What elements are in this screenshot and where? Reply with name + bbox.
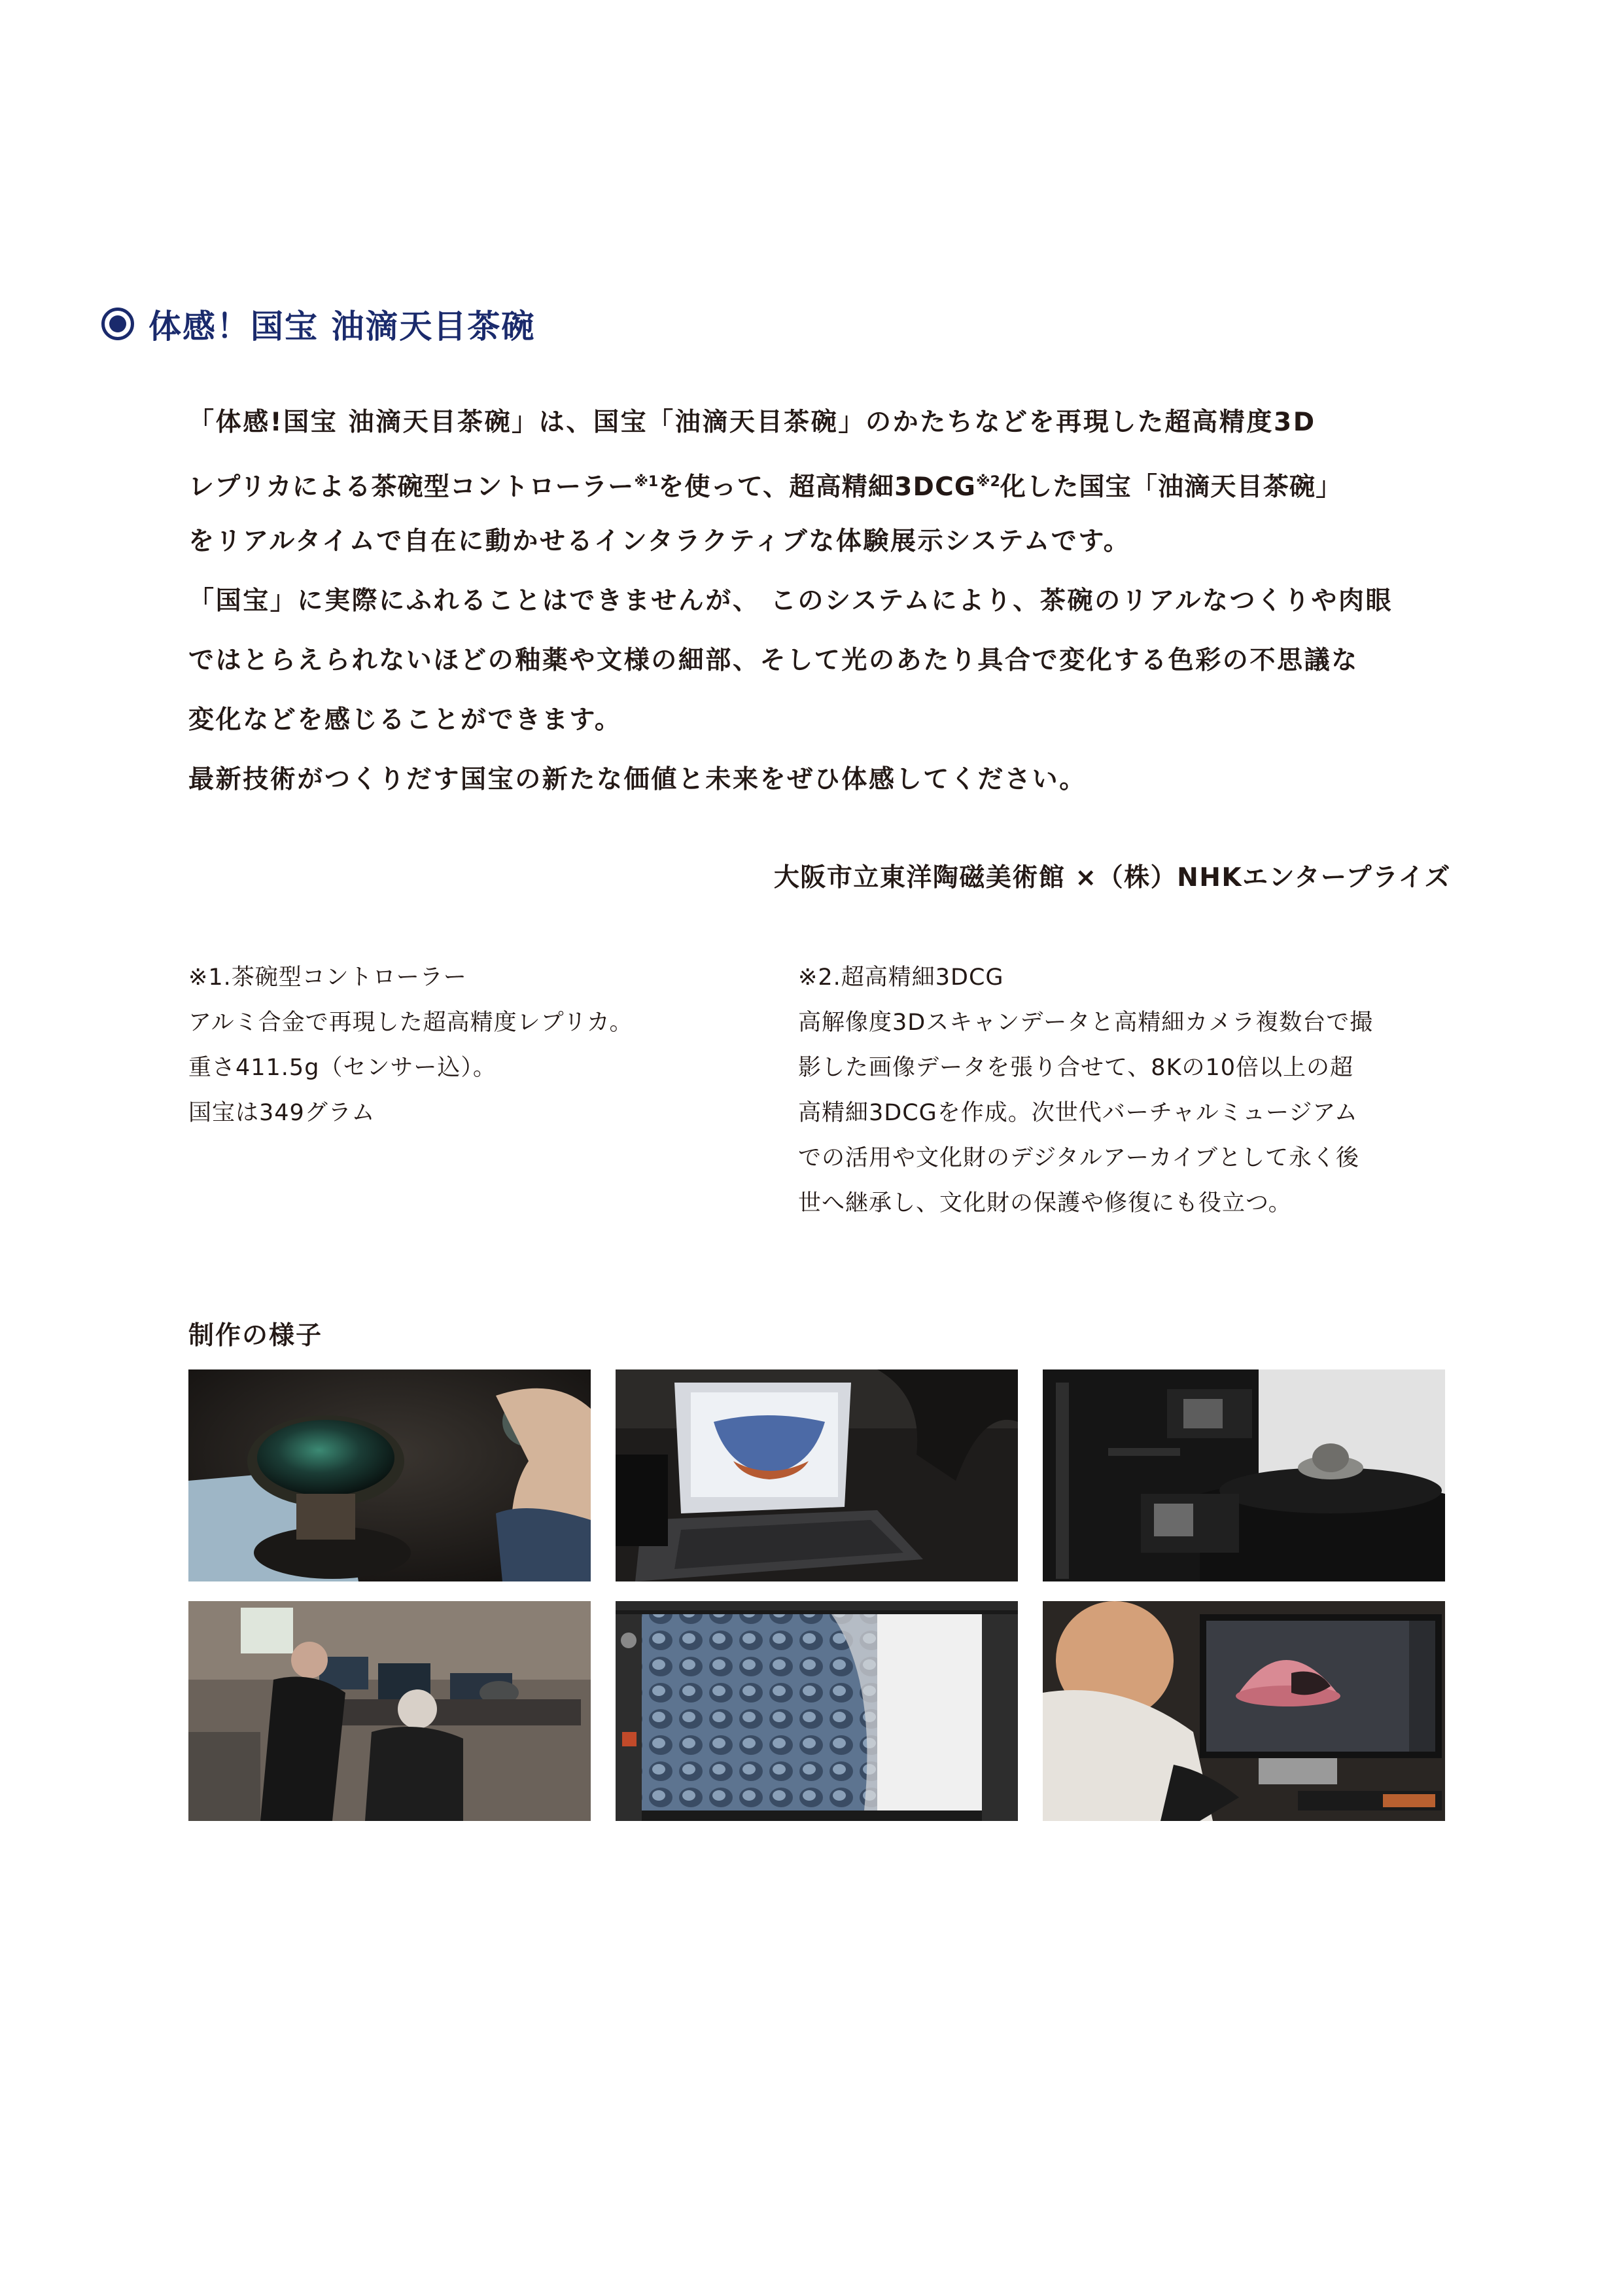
intro-line-2-b: を使って、超高精細3DCG [658,472,977,502]
credit-line: 大阪市立東洋陶磁美術館 ×（株）NHKエンタープライズ [773,863,1451,892]
footnote-1-line: アルミ合金で再現した超高精度レプリカ。 [188,1010,633,1036]
intro-line-1: 「体感!国宝 油滴天目茶碗」は、国宝「油滴天目茶碗」のかたちなどを再現した超高精度3D [188,408,1316,437]
footnote-1-line: 国宝は349グラム [188,1100,375,1126]
footnote-2-line: 高解像度3Dスキャンデータと高精細カメラ複数台で撮 [798,1010,1374,1036]
footnote-2-line: 高精細3DCGを作成。次世代バーチャルミュージアム [798,1100,1358,1126]
photo-camera-turntable [1043,1369,1445,1581]
intro-line-5: ではとらえられないほどの釉薬や文様の細部、そして光のあたり具合で変化する色彩の不思議な [188,646,1359,675]
section-heading-text: 体感！国宝 油滴天目茶碗 [148,308,536,345]
intro-line-7: 最新技術がつくりだす国宝の新たな価値と未来をぜひ体感してください。 [188,765,1087,794]
footnote-ref-1: ※1 [634,474,659,490]
section-heading [101,298,535,350]
bullet-circle-icon [101,308,134,340]
intro-line-2-c: 化した国宝「油滴天目茶碗」 [1000,472,1342,502]
photo-team-workstation [188,1601,591,1821]
footnote-2-line: 影した画像データを張り合せて、8Kの10倍以上の超 [798,1055,1354,1081]
intro-line-4: 「国宝」に実際にふれることはできませんが、 このシステムにより、茶碗のリアルなつくりや肉眼 [188,586,1393,616]
footnote-2-line: での活用や文化財のデジタルアーカイブとして永く後 [798,1145,1360,1171]
footnote-1-title: ※1.茶碗型コントローラー [188,964,467,991]
intro-paragraph [188,393,1451,809]
intro-line-2-a: レプリカによる茶碗型コントローラー [188,472,635,502]
footnote-ref-2: ※2 [976,474,1000,490]
intro-line-3: をリアルタイムで自在に動かせるインタラクティブな体験展示システムです。 [188,527,1131,556]
footnote-1 [188,955,633,1136]
gallery-title: 制作の様子 [188,1321,323,1351]
photo-bowl-replica [188,1369,591,1581]
footnote-2-title: ※2.超高精細3DCG [798,964,1004,991]
photo-laptop-3d-bowl [616,1369,1018,1581]
intro-line-6: 変化などを感じることができます。 [188,705,622,735]
footnote-2-line: 世へ継承し、文化財の保護や修復にも役立つ。 [798,1190,1292,1216]
intro-line-2 [188,452,1451,512]
footnote-1-line: 重さ411.5g（センサー込）。 [188,1055,497,1081]
footnote-2 [798,955,1446,1226]
photo-glaze-texture-screen [616,1601,1018,1821]
photo-modeling-bowl [1043,1601,1445,1821]
